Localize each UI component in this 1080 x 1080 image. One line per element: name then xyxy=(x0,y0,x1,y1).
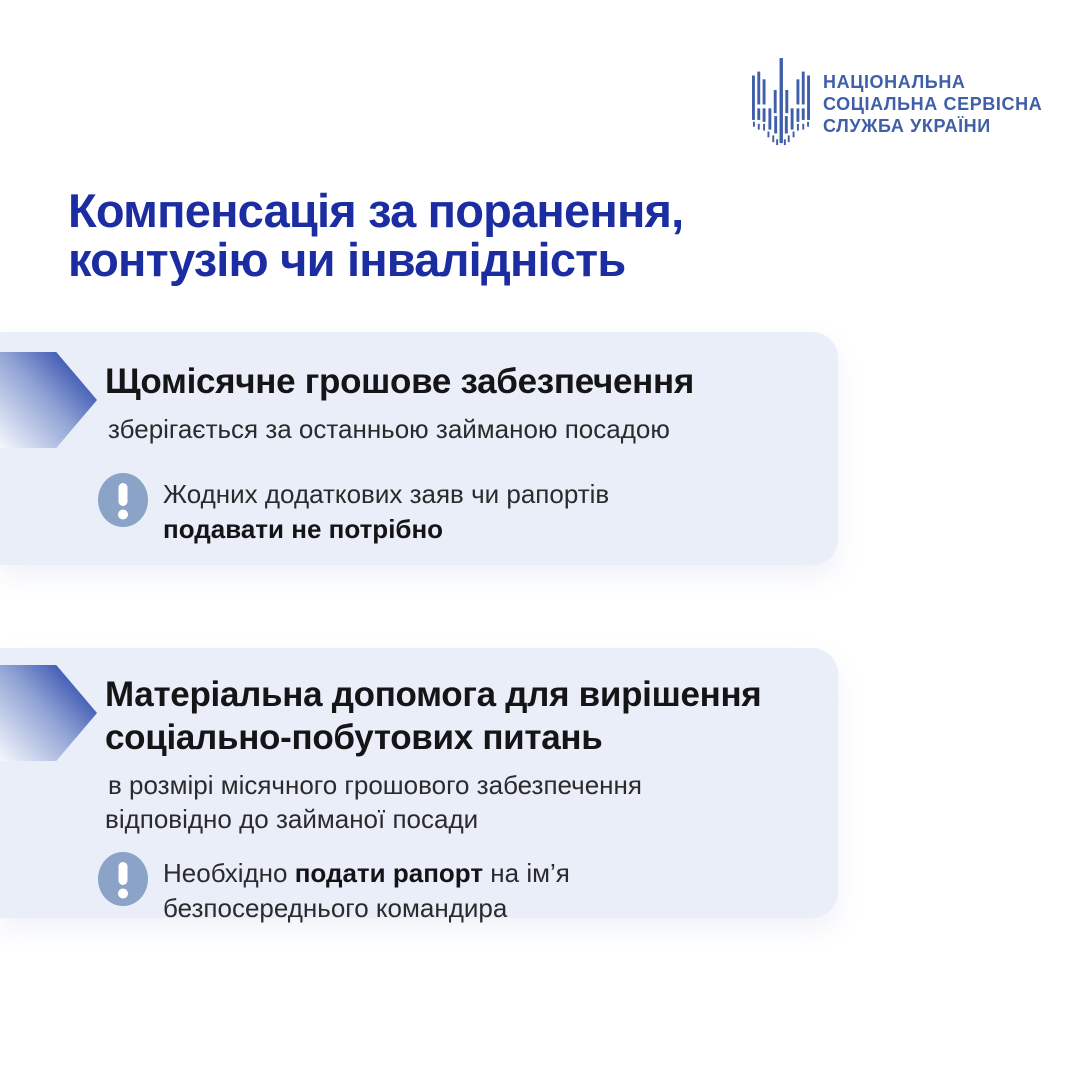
benefit-card-material-aid xyxy=(0,648,838,923)
trident-icon xyxy=(752,57,810,150)
org-name xyxy=(823,71,1042,137)
card-heading xyxy=(105,673,804,759)
note-text xyxy=(163,473,609,547)
note-row xyxy=(98,852,804,926)
org-logo xyxy=(752,57,1042,150)
note-line xyxy=(163,512,609,547)
card-subtext-line: зберігається за останньою займаною посадою xyxy=(108,414,670,444)
card-body xyxy=(105,648,804,926)
note-bold: подавати не потрібно xyxy=(163,514,444,544)
note-line xyxy=(163,477,609,512)
note-regular: Жодних додаткових заяв чи рапортів xyxy=(163,479,610,509)
note-bold: подати рапорт xyxy=(294,858,484,888)
page-title-line: Компенсація за поранення, xyxy=(68,184,684,237)
card-subtext-line: відповідно до займаної посади xyxy=(105,804,479,834)
note-regular: безпосереднього командира xyxy=(163,893,508,923)
arrow-right-marker xyxy=(0,665,97,761)
page-title xyxy=(68,186,683,284)
org-name-line: СОЦІАЛЬНА СЕРВІСНА xyxy=(823,93,1043,114)
exclamation-icon xyxy=(98,852,148,906)
note-regular: на ім’я xyxy=(483,858,570,888)
benefit-card-monthly-pay xyxy=(0,332,838,565)
note-row xyxy=(98,473,804,547)
arrow-right-marker xyxy=(0,352,97,448)
card-body xyxy=(105,332,804,547)
card-heading-line: Щомісячне грошове забезпечення xyxy=(105,362,694,401)
card-heading-line: соціально-побутових питань xyxy=(105,718,603,757)
card-subtext-line: в розмірі місячного грошового забезпечення xyxy=(108,770,642,800)
card-subtext xyxy=(105,768,804,836)
note-line xyxy=(163,891,570,926)
card-heading-line: Матеріальна допомога для вирішення xyxy=(105,675,762,714)
card-subtext xyxy=(105,412,804,446)
note-text xyxy=(163,852,570,926)
exclamation-icon xyxy=(98,473,148,527)
note-line xyxy=(163,856,570,891)
org-name-line: СЛУЖБА УКРАЇНИ xyxy=(823,115,991,136)
card-heading xyxy=(105,360,804,403)
org-name-line: НАЦІОНАЛЬНА xyxy=(823,71,966,92)
page-title-line: контузію чи інвалідність xyxy=(68,233,626,286)
note-regular: Необхідно xyxy=(163,858,295,888)
